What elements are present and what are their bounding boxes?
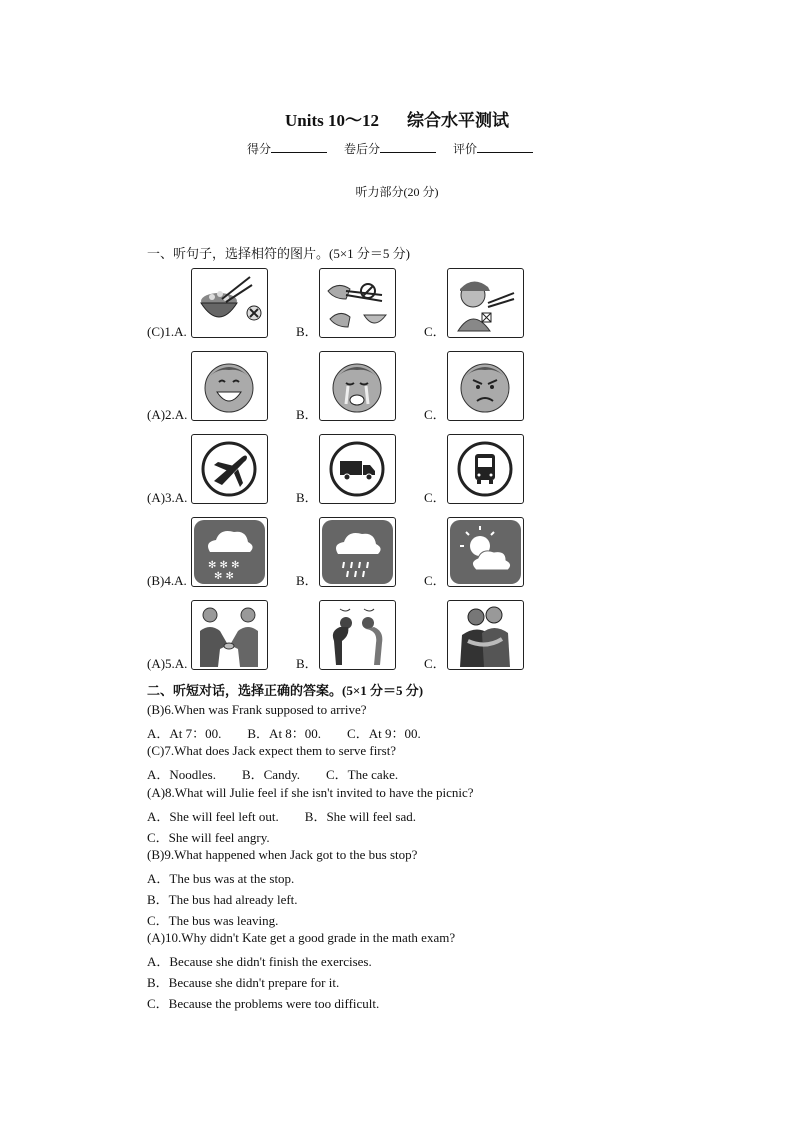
option-b-label: B． — [296, 407, 318, 422]
score-label: 得分 — [246, 142, 271, 156]
question-7: (C)7.What does Jack expect them to serve first? — [147, 743, 397, 758]
question-10-option-c: C．Because the problems were too difficult. — [147, 996, 380, 1011]
question-row-2 — [147, 351, 647, 423]
hugging-people-icon[interactable] — [447, 600, 524, 670]
question-8: (A)8.What will Julie feel if she isn't invited to have the picnic? — [147, 785, 474, 800]
svg-text:✻ ✻ ✻: ✻ ✻ ✻ — [208, 560, 240, 571]
row-label: (C)1.A. — [147, 324, 187, 339]
svg-text:✻ ✻: ✻ ✻ — [214, 571, 234, 582]
question-9: (B)9.What happened when Jack got to the bus stop? — [147, 847, 418, 862]
question-6-options: A．At 7：00. B．At 8：00. C．At 9：00. — [147, 726, 421, 741]
question-9-option-a: A．The bus was at the stop. — [147, 871, 295, 886]
question-9-option-c: C．The bus was leaving. — [147, 913, 279, 928]
handshake-icon[interactable] — [191, 600, 268, 670]
section1-heading: 一、听句子，选择相符的图片。(5×1 分＝5 分) — [147, 246, 410, 261]
question-7-options: A．Noodles. B．Candy. C．The cake. — [147, 767, 399, 782]
question-9-option-b: B．The bus had already left. — [147, 892, 298, 907]
option-c-label: C． — [424, 324, 446, 339]
question-row-3 — [147, 434, 647, 506]
rain-cloud-icon[interactable] — [319, 517, 396, 587]
laughing-face-icon[interactable] — [191, 351, 268, 421]
bowing-people-icon[interactable] — [319, 600, 396, 670]
question-6: (B)6.When was Frank supposed to arrive? — [147, 702, 367, 717]
question-8-options-ab: A．She will feel left out. B．She will feel sad. — [147, 809, 416, 824]
truck-icon[interactable] — [319, 434, 396, 504]
title-main: Units 10～12 — [285, 111, 379, 130]
evaluation-blank[interactable] — [477, 142, 533, 153]
score-blank[interactable] — [271, 142, 327, 153]
option-b-label: B． — [296, 573, 318, 588]
title-sub: 综合水平测试 — [406, 111, 509, 130]
question-8-option-c: C．She will feel angry. — [147, 830, 270, 845]
evaluation-label: 评价 — [453, 142, 478, 156]
question-row-1 — [147, 268, 647, 340]
option-b-label: B． — [296, 490, 318, 505]
row-label: (A)5.A. — [147, 656, 188, 671]
boy-chopsticks-icon[interactable] — [447, 268, 524, 338]
question-row-4 — [147, 517, 647, 589]
crying-face-icon[interactable] — [319, 351, 396, 421]
listening-part-heading: 听力部分(20 分) — [355, 185, 439, 199]
question-row-5 — [147, 600, 647, 672]
option-c-label: C． — [424, 490, 446, 505]
hands-chopsticks-bowl-icon[interactable] — [319, 268, 396, 338]
final-score-label: 卷后分 — [343, 142, 380, 156]
row-label: (A)2.A. — [147, 407, 188, 422]
rice-bowl-chopsticks-icon[interactable] — [191, 268, 268, 338]
row-label: (A)3.A. — [147, 490, 188, 505]
snow-cloud-icon[interactable] — [191, 517, 268, 587]
option-b-label: B． — [296, 656, 318, 671]
question-10: (A)10.Why didn't Kate get a good grade in the math exam? — [147, 930, 456, 945]
question-10-option-b: B．Because she didn't prepare for it. — [147, 975, 340, 990]
question-10-option-a: A．Because she didn't finish the exercises. — [147, 954, 372, 969]
option-c-label: C． — [424, 656, 446, 671]
option-c-label: C． — [424, 573, 446, 588]
angry-face-icon[interactable] — [447, 351, 524, 421]
airplane-icon[interactable] — [191, 434, 268, 504]
option-b-label: B． — [296, 324, 318, 339]
section2-heading: 二、听短对话，选择正确的答案。(5×1 分＝5 分) — [147, 683, 424, 698]
page-title — [0, 106, 794, 131]
bus-icon[interactable] — [447, 434, 524, 504]
final-score-blank[interactable] — [380, 142, 436, 153]
score-line — [0, 140, 794, 157]
sun-cloud-icon[interactable] — [447, 517, 524, 587]
row-label: (B)4.A. — [147, 573, 187, 588]
option-c-label: C． — [424, 407, 446, 422]
